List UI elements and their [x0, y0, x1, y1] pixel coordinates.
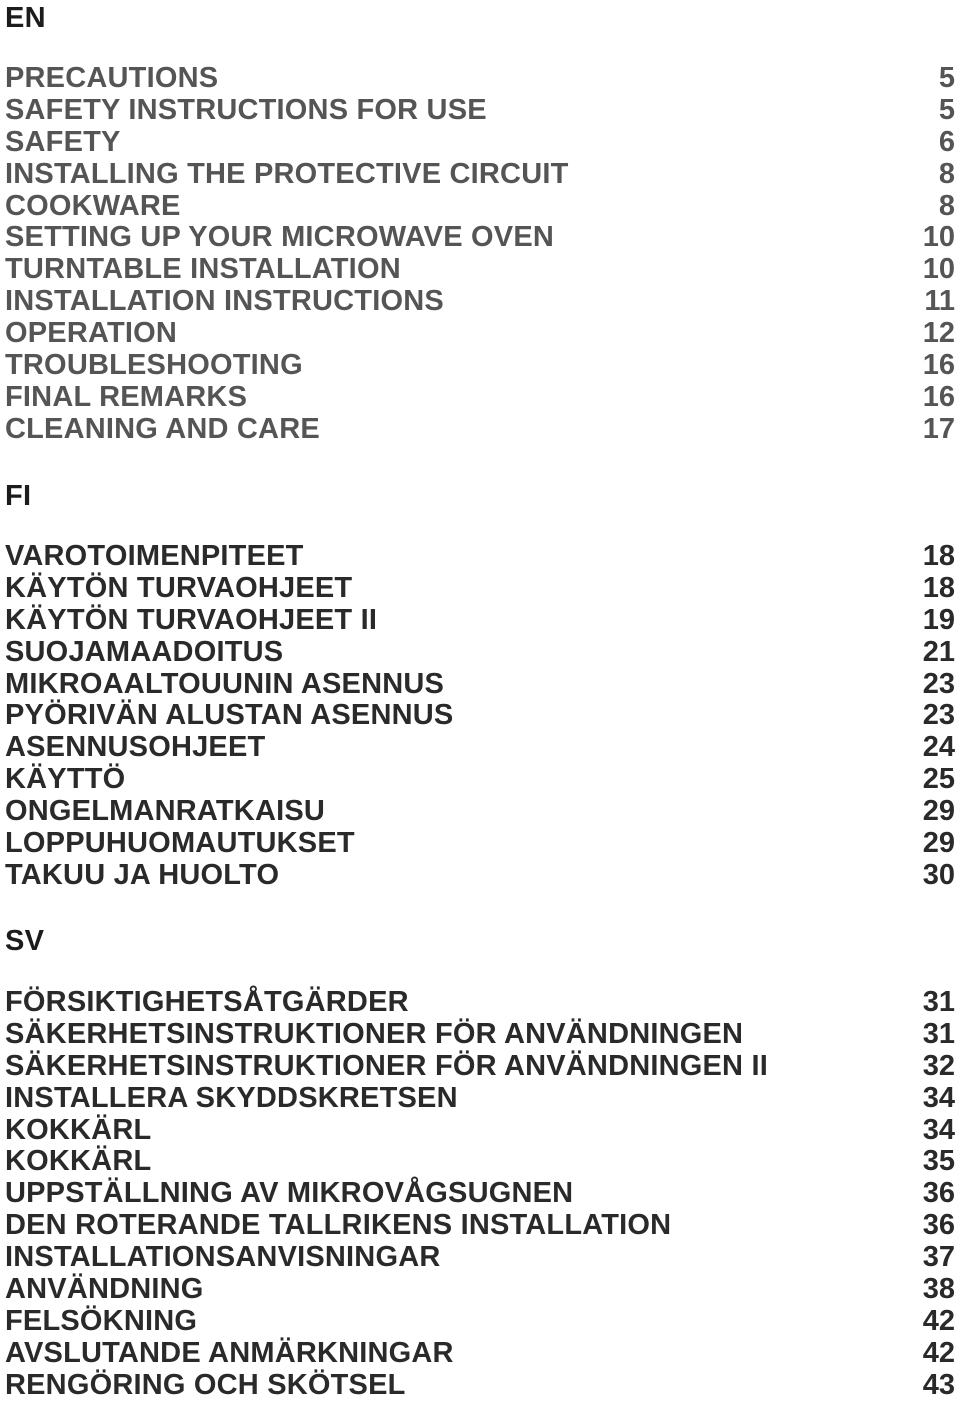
toc-entry-title: SÄKERHETSINSTRUKTIONER FÖR ANVÄNDNINGEN II [5, 1049, 768, 1082]
toc-entry[interactable] [5, 222, 955, 254]
section-heading-fi: FI [5, 480, 32, 512]
toc-entry-title: INSTALLATION INSTRUCTIONS [5, 285, 444, 318]
toc-entry-page-number: 18 [922, 571, 955, 604]
toc-entry[interactable] [5, 95, 955, 127]
toc-entry-title: MIKROAALTOUUNIN ASENNUS [5, 667, 445, 700]
toc-entry-title: KÄYTÖN TURVAOHJEET II [5, 603, 378, 636]
toc-entry-page-number: 16 [922, 380, 955, 413]
toc-entry[interactable] [5, 350, 955, 382]
toc-entry-page-number: 21 [922, 635, 955, 668]
toc-entry-page-number: 37 [922, 1241, 955, 1274]
toc-entry-title: INSTALLATIONSANVISNINGAR [5, 1241, 441, 1274]
toc-entry[interactable] [5, 828, 955, 860]
toc-entry-page-number: 23 [922, 699, 955, 732]
toc-entry[interactable] [5, 796, 955, 828]
toc-entry[interactable] [5, 414, 955, 446]
toc-entry-page-number: 6 [938, 125, 955, 158]
toc-entry-page-number: 8 [938, 189, 955, 222]
toc-entry[interactable] [5, 1115, 955, 1147]
toc-entry[interactable] [5, 286, 955, 318]
toc-entry-title: ANVÄNDNING [5, 1273, 204, 1306]
toc-entry-title: SÄKERHETSINSTRUKTIONER FÖR ANVÄNDNINGEN [5, 1017, 744, 1050]
toc-entry[interactable] [5, 605, 955, 637]
toc-entry[interactable] [5, 1210, 955, 1242]
toc-entry-page-number: 5 [938, 93, 955, 126]
toc-entry[interactable] [5, 1306, 955, 1338]
toc-entry[interactable] [5, 700, 955, 732]
toc-entry[interactable] [5, 191, 955, 223]
toc-entry-page-number: 32 [922, 1049, 955, 1082]
toc-entry[interactable] [5, 637, 955, 669]
toc-entry[interactable] [5, 127, 955, 159]
toc-entry-page-number: 36 [922, 1177, 955, 1210]
toc-entry[interactable] [5, 1146, 955, 1178]
toc-entry-title: FINAL REMARKS [5, 380, 248, 413]
toc-entry-page-number: 42 [922, 1304, 955, 1337]
toc-list-fi [5, 541, 955, 892]
toc-entry[interactable] [5, 1274, 955, 1306]
toc-entry-title: RENGÖRING OCH SKÖTSEL [5, 1368, 406, 1401]
toc-entry[interactable] [5, 1178, 955, 1210]
toc-entry[interactable] [5, 1019, 955, 1051]
toc-entry[interactable] [5, 318, 955, 350]
toc-entry-title: UPPSTÄLLNING AV MIKROVÅGSUGNEN [5, 1177, 574, 1210]
toc-entry-page-number: 30 [922, 858, 955, 891]
toc-entry-page-number: 29 [922, 827, 955, 860]
toc-entry-page-number: 36 [922, 1209, 955, 1242]
toc-entry[interactable] [5, 732, 955, 764]
toc-entry-title: OPERATION [5, 317, 178, 350]
toc-entry-page-number: 34 [922, 1113, 955, 1146]
toc-entry[interactable] [5, 669, 955, 701]
toc-entry-page-number: 8 [938, 157, 955, 190]
toc-entry[interactable] [5, 987, 955, 1019]
toc-entry[interactable] [5, 382, 955, 414]
toc-entry-page-number: 10 [922, 221, 955, 254]
toc-entry-title: KÄYTÖN TURVAOHJEET [5, 571, 353, 604]
toc-entry[interactable] [5, 63, 955, 95]
toc-entry-page-number: 43 [922, 1368, 955, 1401]
toc-entry-page-number: 10 [922, 253, 955, 286]
toc-entry-page-number: 5 [938, 62, 955, 94]
section-heading-en: EN [5, 2, 46, 34]
toc-entry[interactable] [5, 159, 955, 191]
toc-entry-title: SAFETY INSTRUCTIONS FOR USE [5, 93, 487, 126]
toc-entry-title: CLEANING AND CARE [5, 412, 320, 445]
toc-list-sv [5, 987, 955, 1402]
toc-entry-title: AVSLUTANDE ANMÄRKNINGAR [5, 1336, 454, 1369]
toc-entry-title: COOKWARE [5, 189, 181, 222]
toc-entry-title: SETTING UP YOUR MICROWAVE OVEN [5, 221, 555, 254]
toc-entry-page-number: 31 [922, 1017, 955, 1050]
toc-entry-title: ONGELMANRATKAISU [5, 795, 326, 828]
toc-entry-title: ASENNUSOHJEET [5, 731, 266, 764]
toc-entry-title: INSTALLERA SKYDDSKRETSEN [5, 1081, 458, 1114]
toc-entry-title: INSTALLING THE PROTECTIVE CIRCUIT [5, 157, 569, 190]
toc-entry[interactable] [5, 1242, 955, 1274]
toc-entry-title: VAROTOIMENPITEET [5, 540, 304, 572]
toc-entry[interactable] [5, 1083, 955, 1115]
toc-entry-page-number: 42 [922, 1336, 955, 1369]
toc-entry-page-number: 18 [922, 540, 955, 572]
toc-entry-page-number: 16 [922, 349, 955, 382]
toc-entry-title: PRECAUTIONS [5, 62, 219, 94]
toc-entry[interactable] [5, 1051, 955, 1083]
toc-entry-page-number: 35 [922, 1145, 955, 1178]
toc-entry-title: TROUBLESHOOTING [5, 349, 303, 382]
toc-entry-page-number: 17 [922, 412, 955, 445]
toc-entry-page-number: 29 [922, 795, 955, 828]
toc-entry[interactable] [5, 573, 955, 605]
toc-entry-title: PYÖRIVÄN ALUSTAN ASENNUS [5, 699, 454, 732]
toc-entry-title: SUOJAMAADOITUS [5, 635, 284, 668]
toc-entry-title: DEN ROTERANDE TALLRIKENS INSTALLATION [5, 1209, 672, 1242]
toc-entry[interactable] [5, 860, 955, 892]
toc-list-en [5, 63, 955, 446]
toc-entry-title: TURNTABLE INSTALLATION [5, 253, 401, 286]
toc-entry-title: FELSÖKNING [5, 1304, 198, 1337]
toc-entry-title: KOKKÄRL [5, 1113, 152, 1146]
toc-entry-title: KOKKÄRL [5, 1145, 152, 1178]
toc-entry-page-number: 11 [924, 285, 955, 318]
toc-entry[interactable] [5, 764, 955, 796]
toc-entry-title: KÄYTTÖ [5, 763, 126, 796]
toc-entry[interactable] [5, 1370, 955, 1402]
toc-entry-page-number: 25 [922, 763, 955, 796]
toc-entry[interactable] [5, 541, 955, 573]
toc-entry-title: SAFETY [5, 125, 121, 158]
section-heading-sv: SV [5, 925, 45, 957]
toc-entry-page-number: 19 [922, 603, 955, 636]
toc-entry-title: TAKUU JA HUOLTO [5, 858, 280, 891]
toc-entry-page-number: 34 [922, 1081, 955, 1114]
toc-entry-page-number: 23 [922, 667, 955, 700]
toc-entry[interactable] [5, 254, 955, 286]
toc-entry-title: LOPPUHUOMAUTUKSET [5, 827, 355, 860]
toc-entry-page-number: 24 [922, 731, 955, 764]
toc-entry[interactable] [5, 1338, 955, 1370]
toc-entry-page-number: 38 [922, 1273, 955, 1306]
toc-entry-page-number: 12 [922, 317, 955, 350]
toc-entry-page-number: 31 [922, 986, 955, 1018]
toc-entry-title: FÖRSIKTIGHETSÅTGÄRDER [5, 986, 409, 1018]
